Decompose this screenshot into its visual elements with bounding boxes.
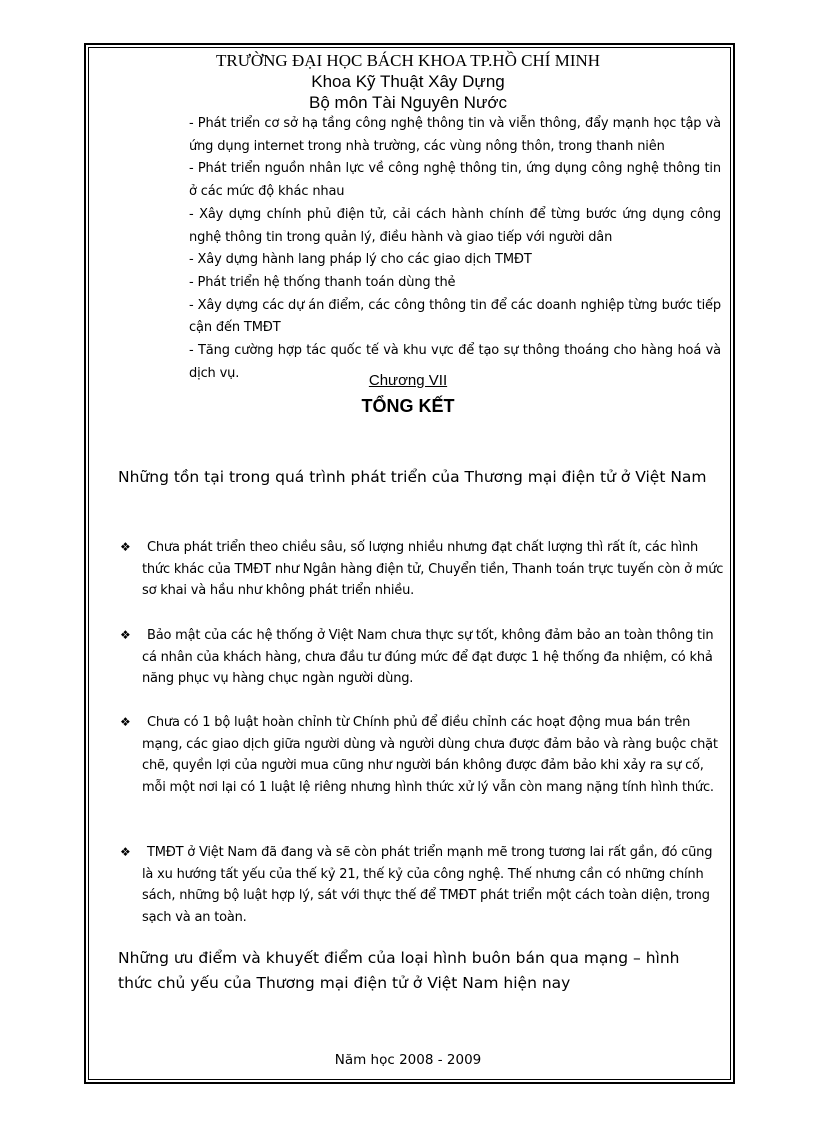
bullet-item: [118, 842, 724, 928]
intro-item: - Phát triển nguồn nhân lực về công nghệ thông tin, ứng dụng công nghệ thông tin ở các mức độ khác nhau: [189, 161, 721, 200]
intro-item: - Xây dựng các dự án điểm, các công thông tin để các doanh nghiệp từng bước tiếp cận đến TMĐT: [189, 297, 721, 336]
diamond-bullet-icon: ❖: [120, 715, 131, 729]
bullet-text: Chưa phát triển theo chiều sâu, số lượng nhiều nhưng đạt chất lượng thì rất ít, các hình thức khác của TMĐT như Ngân hàng điện tử, Chuyển tiền, Thanh toán trực tuyến còn ở mức sơ khai và hầu như không phát triển nhiều.: [142, 540, 724, 598]
bullet-text: TMĐT ở Việt Nam đã đang và sẽ còn phát triển mạnh mẽ trong tương lai rất gần, đó cũng là xu hướng tất yếu của thế kỷ 21, thế kỷ của công nghệ. Thế nhưng cần có những chính sách, những bộ luật hợp lý, sát với thực thế để TMĐT phát triển một cách toàn diện, trong sạch và an toàn.: [142, 845, 713, 925]
diamond-bullet-icon: ❖: [120, 845, 131, 859]
bullet-text: Chưa có 1 bộ luật hoàn chỉnh từ Chính phủ để điều chỉnh các hoạt động mua bán trên mạng, các giao dịch giữa người dùng và người dùng chưa được đảm bảo và ràng buộc chặt chẽ, quyền lợi của người mua cũng như người bán không được đảm bảo khi xảy ra sự cố, mỗi một nơi lại có 1 luật lệ riêng nhưng hình thức xử lý vẫn còn mang nặng tính hình thức.: [142, 715, 718, 795]
section-heading-shortcomings: Những tồn tại trong quá trình phát triển của Thương mại điện tử ở Việt Nam: [118, 468, 707, 486]
university-name: TRƯỜNG ĐẠI HỌC BÁCH KHOA TP.HỒ CHÍ MINH: [215, 51, 601, 70]
intro-item: - Tăng cường hợp tác quốc tế và khu vực để tạo sự thông thoáng cho hàng hoá và dịch vụ.: [189, 343, 721, 381]
academic-year: Năm học 2008 - 2009: [334, 1052, 482, 1068]
intro-list: [189, 113, 721, 385]
chapter-label: Chương VII: [368, 372, 448, 389]
intro-item: - Xây dựng chính phủ điện tử, cải cách hành chính để từng bước ứng dụng công nghệ thông tin trong quản lý, điều hành và giao tiếp với người dân: [189, 206, 721, 245]
bullet-item: [118, 625, 724, 690]
intro-item: - Phát triển hệ thống thanh toán dùng thẻ: [189, 274, 456, 290]
chapter-title: TỔNG KẾT: [361, 396, 455, 416]
faculty-name: Khoa Kỹ Thuật Xây Dựng: [311, 72, 505, 91]
diamond-bullet-icon: ❖: [120, 628, 131, 642]
bullet-item: [118, 537, 724, 602]
bullet-text: Bảo mật của các hệ thống ở Việt Nam chưa thực sự tốt, không đảm bảo an toàn thông tin cá nhân của khách hàng, chưa đầu tư đúng mức để đạt được 1 hệ thống đa nhiệm, có khả năng phục vụ hàng chục ngàn người dùng.: [142, 628, 714, 686]
diamond-bullet-icon: ❖: [120, 540, 131, 554]
bullet-item: [118, 712, 724, 798]
section-heading-pros-cons: Những ưu điểm và khuyết điểm của loại hình buôn bán qua mạng – hình thức chủ yếu của Thương mại điện tử ở Việt Nam hiện nay: [118, 949, 680, 992]
intro-item: - Xây dựng hành lang pháp lý cho các giao dịch TMĐT: [189, 252, 532, 268]
intro-item: - Phát triển cơ sở hạ tầng công nghệ thông tin và viễn thông, đẩy mạnh học tập và ứng dụng internet trong nhà trường, các vùng nông thôn, trong thanh niên: [189, 116, 721, 154]
department-name: Bộ môn Tài Nguyên Nước: [309, 93, 507, 112]
